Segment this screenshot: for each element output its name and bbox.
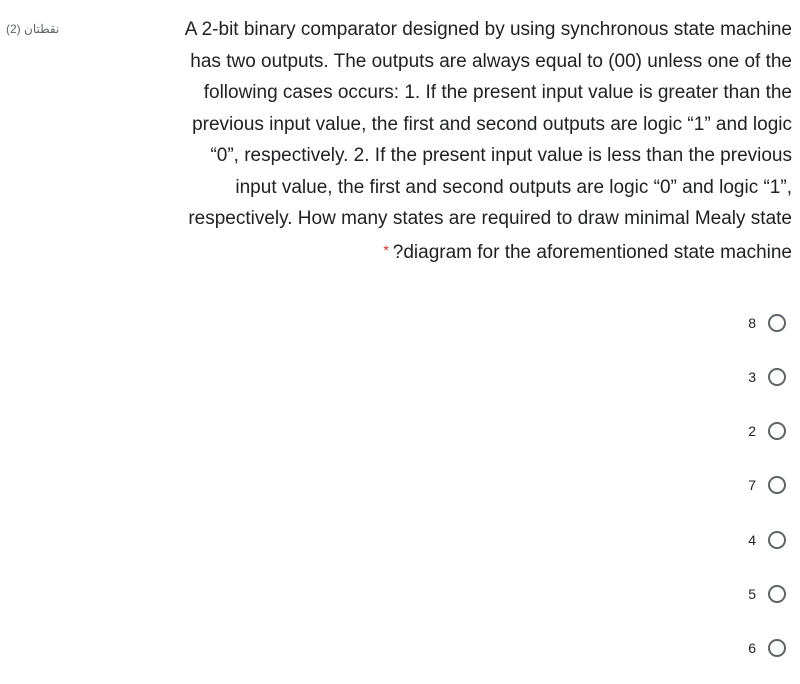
- radio-circle-icon[interactable]: [768, 585, 786, 603]
- option-8[interactable]: [672, 300, 792, 345]
- option-label: 3: [748, 368, 756, 385]
- option-5[interactable]: [672, 571, 792, 616]
- question-line: previous input value, the first and second outputs are logic “1” and logic: [192, 113, 792, 135]
- question-line: has two outputs. The outputs are always equal to (00) unless one of the: [190, 50, 792, 72]
- options-group: [672, 300, 792, 680]
- radio-circle-icon[interactable]: [768, 422, 786, 440]
- question-line: ?diagram for the aforementioned state machine: [392, 241, 792, 263]
- question-line: “0”, respectively. 2. If the present input value is less than the previous: [210, 145, 792, 166]
- question-text: [82, 14, 792, 268]
- required-asterisk: *: [383, 241, 389, 258]
- radio-circle-icon[interactable]: [768, 314, 786, 332]
- radio-circle-icon[interactable]: [768, 476, 786, 494]
- option-4[interactable]: [672, 517, 792, 562]
- question-line: following cases occurs: 1. If the present input value is greater than the: [203, 82, 792, 103]
- option-7[interactable]: [672, 463, 792, 508]
- option-label: 8: [748, 314, 756, 331]
- option-3[interactable]: [672, 354, 792, 399]
- option-2[interactable]: [672, 409, 792, 454]
- question-line: respectively. How many states are required to draw minimal Mealy state: [188, 208, 792, 229]
- option-label: 4: [748, 531, 756, 548]
- radio-circle-icon[interactable]: [768, 531, 786, 549]
- option-6[interactable]: [672, 626, 792, 671]
- option-label: 2: [748, 423, 756, 440]
- question-line-last: [82, 235, 792, 269]
- points-label: (2) نقطتان: [6, 22, 60, 36]
- radio-circle-icon[interactable]: [768, 639, 786, 657]
- option-label: 6: [748, 640, 756, 657]
- radio-circle-icon[interactable]: [768, 368, 786, 386]
- question-line: input value, the first and second outputs are logic “0” and logic “1”,: [235, 176, 792, 198]
- option-label: 7: [748, 477, 756, 494]
- option-label: 5: [748, 585, 756, 602]
- question-line: A 2-bit binary comparator designed by using synchronous state machine: [184, 19, 792, 40]
